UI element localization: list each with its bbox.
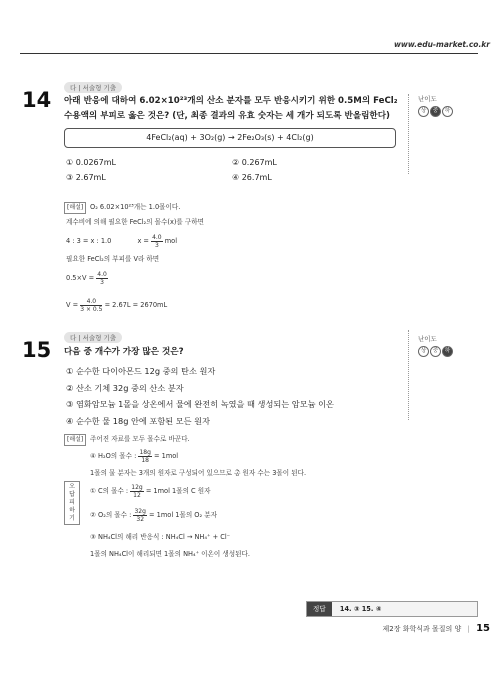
q15-note-o2-result: = 1mol 1몰의 O₂ 분자: [149, 511, 217, 519]
q14-solution-body: [66, 215, 396, 317]
page-footer: 제2장 화학식과 몰질의 양 | 15: [382, 623, 490, 634]
q15-solution-body: [90, 446, 410, 481]
q14-sol-ratio: 4 : 3 = x : 1.0: [66, 237, 112, 245]
q15-sol-h2o: ④ H₂O의 몰수 :: [90, 452, 137, 460]
q14-sol-x: x =: [137, 237, 149, 245]
q15-option-2[interactable]: ② 산소 기체 32g 중의 산소 분자: [66, 382, 184, 393]
q15-tag: 다 | 서술형 기출: [64, 332, 122, 343]
q15-solution-label: [해설]: [64, 434, 86, 446]
q15-sol-h2o-result: = 1mol: [154, 452, 179, 460]
q14-sol-line1: O₂ 6.02×10²³개는 1.0몰이다.: [90, 203, 181, 211]
q14-solution-label: [해설]: [64, 202, 86, 214]
q15-option-4[interactable]: ④ 순수한 물 18g 안에 포함된 모든 원자: [66, 415, 210, 426]
q15-note-c-result: = 1mol 1몰의 C 원자: [145, 487, 211, 495]
page-number: 15: [476, 623, 490, 634]
q14-stem-line1: 아래 반응에 대하여 6.02×10²³개의 산소 분자를 모두 반응시키기 위한 0.5M의 FeCl₂: [64, 96, 398, 106]
answer-text: 14. ③ 15. ④: [339, 605, 382, 613]
q14-equation: 4FeCl₂(aq) + 3O₂(g) → 2Fe₂O₃(s) + 4Cl₂(g): [146, 133, 314, 142]
q14-difficulty-label: 난이도: [418, 95, 437, 103]
q15-note-label: 오답 피하기: [64, 481, 80, 525]
difficulty-high-icon: 상: [418, 346, 429, 357]
q14-sol-eq: 0.5×V =: [66, 274, 95, 282]
q15-difficulty-label: 난이도: [418, 335, 437, 343]
q14-option-2[interactable]: ② 0.267mL: [232, 158, 277, 167]
q14-option-1[interactable]: ① 0.0267mL: [66, 158, 116, 167]
q14-frac-3: $\frac{4.0}{3 \times 0.5}$: [80, 297, 103, 313]
q15-note-c: ① C의 몰수 :: [90, 487, 129, 495]
q14-frac-2: $\frac{4.0}{3}$: [97, 270, 107, 286]
q14-sol-result: = 2.67L = 2670mL: [104, 301, 168, 309]
difficulty-high-icon: 상: [418, 106, 429, 117]
q15-sol-intro: 주어진 자료를 모두 몰수로 바꾼다.: [90, 435, 190, 443]
q15-options: [66, 363, 406, 429]
q14-number: 14: [22, 88, 52, 112]
q14-tag: 다 | 서술형 기출: [64, 82, 122, 93]
difficulty-low-icon: 하: [442, 106, 453, 117]
q14-equation-box: [64, 128, 396, 148]
q14-stem: [64, 94, 404, 124]
q15-sol-line3: 1몰의 물 분자는 3개의 원자로 구성되어 있으므로 총 원자 수는 3몰이 된다.: [90, 469, 307, 477]
footer-chapter: 제2장 화학식과 몰질의 양: [382, 625, 462, 633]
difficulty-mid-icon: 중: [430, 106, 441, 117]
header-rule: [20, 53, 478, 54]
answer-label: 정답: [307, 602, 332, 616]
q14-sol-line4: 필요한 FeCl₂의 부피를 V라 하면: [66, 255, 160, 263]
q15-option-1[interactable]: ① 순수한 다이아몬드 12g 중의 탄소 원자: [66, 366, 216, 376]
q15-number: 15: [22, 338, 52, 362]
q15-frac-1: $\frac{18g}{18}$: [139, 448, 151, 464]
q15-margin-line: [408, 330, 409, 420]
difficulty-low-icon: 하: [442, 346, 453, 357]
header-url[interactable]: www.edu-market.co.kr: [393, 40, 490, 49]
q14-option-3[interactable]: ③ 2.67mL: [66, 173, 106, 182]
q15-frac-2: $\frac{12g}{12}$: [131, 483, 143, 499]
q14-difficulty: [418, 94, 454, 117]
q15-note-body: [90, 480, 410, 562]
q14-stem-line2: 수용액의 부피로 옳은 것은? (단, 최종 결과의 유효 숫자는 세 개가 되도록 반올림한다): [64, 111, 390, 121]
q14-option-4[interactable]: ④ 26.7mL: [232, 173, 272, 182]
q15-note-o2: ② O₂의 몰수 :: [90, 511, 132, 519]
q15-option-3[interactable]: ③ 염화암모늄 1몰을 상온에서 물에 완전히 녹였을 때 생성되는 암모늄 이온: [66, 399, 334, 409]
q14-sol-unit: mol: [164, 237, 178, 245]
q15-note-line6: ③ NH₄Cl의 해리 반응식 : NH₄Cl → NH₄⁺ + Cl⁻: [90, 533, 231, 541]
q15-stem: 다음 중 개수가 가장 많은 것은?: [64, 347, 184, 357]
q15-note-line7: 1몰의 NH₄Cl이 해리되면 1몰의 NH₄⁺ 이온이 생성된다.: [90, 550, 250, 558]
q14-sol-v: V =: [66, 301, 79, 309]
q14-margin-line: [408, 94, 409, 174]
answer-box: [306, 601, 478, 617]
q14-frac-1: $\frac{4.0}{3}$: [152, 233, 162, 249]
difficulty-mid-icon: 중: [430, 346, 441, 357]
q14-solution: [90, 200, 390, 215]
q15-difficulty: [418, 334, 454, 357]
q14-sol-line2: 계수비에 의해 필요한 FeCl₂의 몰수(x)를 구하면: [66, 218, 205, 226]
q15-frac-3: $\frac{32g}{32}$: [134, 507, 146, 523]
